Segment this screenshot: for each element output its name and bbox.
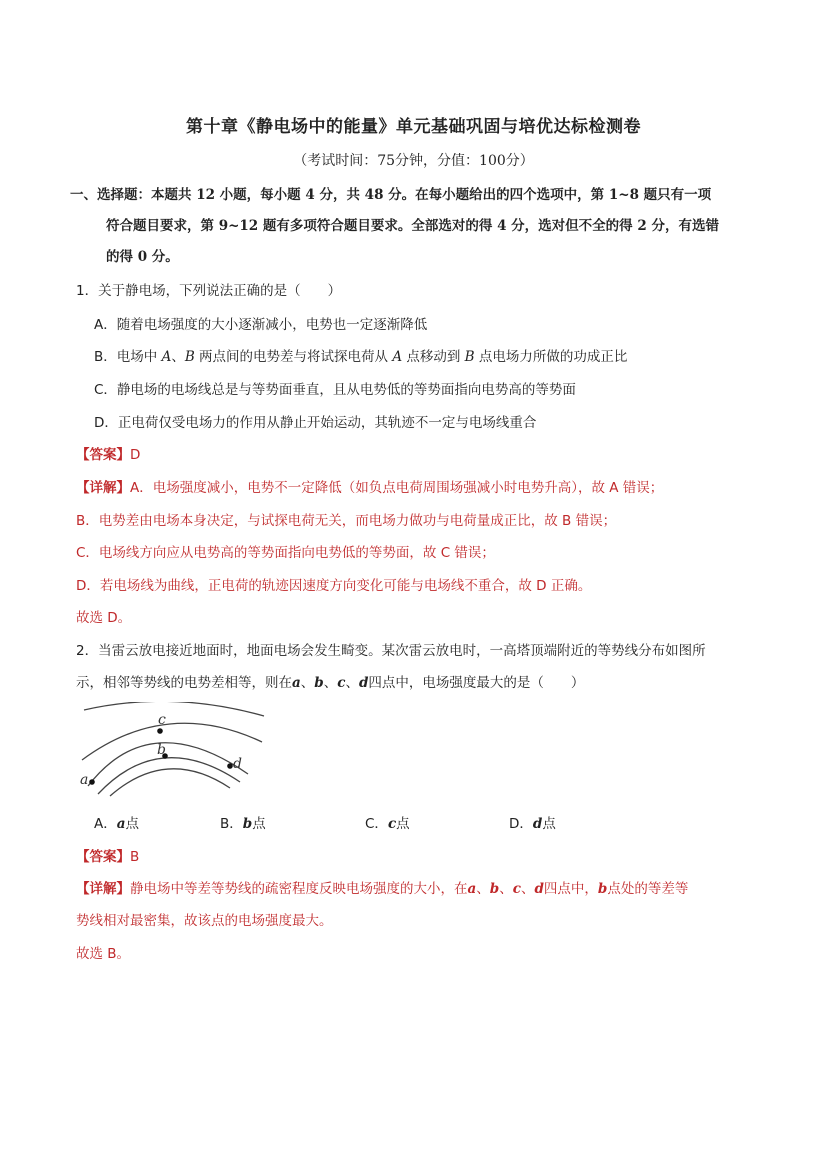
question-2-conclusion: 故选 B。 [76,946,131,962]
equipotential-line-5 [110,769,230,796]
label-c: c [158,712,166,728]
question-2-detail-line1: 【详解】静电场中等差等势线的疏密程度反映电场强度的大小，在a、b、c、d四点中，b点处的等差等 [76,881,689,897]
question-2-option-b: B．b点 [220,816,266,832]
question-2-detail-line2: 势线相对最密集，故该点的电场强度最大。 [76,913,333,929]
question-2-option-c: C．c点 [365,816,410,832]
question-1-option-c: C．静电场的电场线总是与等势面垂直，且从电势低的等势面指向电势高的等势面 [94,382,576,398]
question-2-stem-line1: 2．当雷云放电接近地面时，地面电场会发生畸变。某次雷云放电时，一高塔顶端附近的等势线分布如图所 [76,643,706,659]
question-2-stem-line2: 示，相邻等势线的电势差相等，则在a、b、c、d四点中，电场强度最大的是（ ） [76,675,585,691]
question-1-option-a: A．随着电场强度的大小逐渐减小，电势也一定逐渐降低 [94,317,428,333]
label-b: b [157,742,166,758]
question-1-detail-c: C．电场线方向应从电势高的等势面指向电势低的等势面，故 C 错误； [76,545,495,561]
question-1-stem: 1．关于静电场，下列说法正确的是（ ） [76,283,342,299]
question-1-detail-d: D．若电场线为曲线，正电荷的轨迹因速度方向变化可能与电场线不重合，故 D 正确。 [76,578,592,594]
question-1-option-d: D．正电荷仅受电场力的作用从静止开始运动，其轨迹不一定与电场线重合 [94,415,537,431]
section-instructions-line2: 符合题目要求，第 9~12 题有多项符合题目要求。全部选对的得 4 分，选对但不全的得 2 分，有选错 [106,218,719,234]
question-2-answer: 【答案】B [76,849,140,865]
question-1-option-b: B．电场中 A、B 两点间的电势差与将试探电荷从 A 点移动到 B 点电场力所做的功成正比 [94,349,628,365]
section-instructions-line3: 的得 0 分。 [106,249,179,265]
point-d [227,763,233,769]
equipotential-line-1 [84,702,264,716]
label-a: a [80,772,89,788]
question-2-option-a: A．a点 [94,816,139,832]
question-1-detail-a: 【详解】A．电场强度减小，电势不一定降低（如负点电荷周围场强减小时电势升高），故 A 错误； [76,480,664,496]
equipotential-line-2 [82,723,262,760]
exam-info: （考试时间：75分钟，分值：100分） [293,153,534,169]
question-1-detail-b: B．电势差由电场本身决定，与试探电荷无关，而电场力做功与电荷量成正比，故 B 错误； [76,513,617,529]
point-a [89,779,95,785]
equipotential-lines-figure [72,702,272,798]
label-d: d [233,756,242,772]
equipotential-line-3 [88,743,248,786]
page-title: 第十章《静电场中的能量》单元基础巩固与培优达标检测卷 [186,117,641,137]
question-1-conclusion: 故选 D。 [76,610,132,626]
point-c [157,728,163,734]
section-instructions-line1: 一、选择题：本题共 12 小题，每小题 4 分，共 48 分。在每小题给出的四个选项中，第 1~8 题只有一项 [70,187,712,203]
question-1-answer: 【答案】D [76,447,141,463]
question-2-option-d: D．d点 [509,816,556,832]
